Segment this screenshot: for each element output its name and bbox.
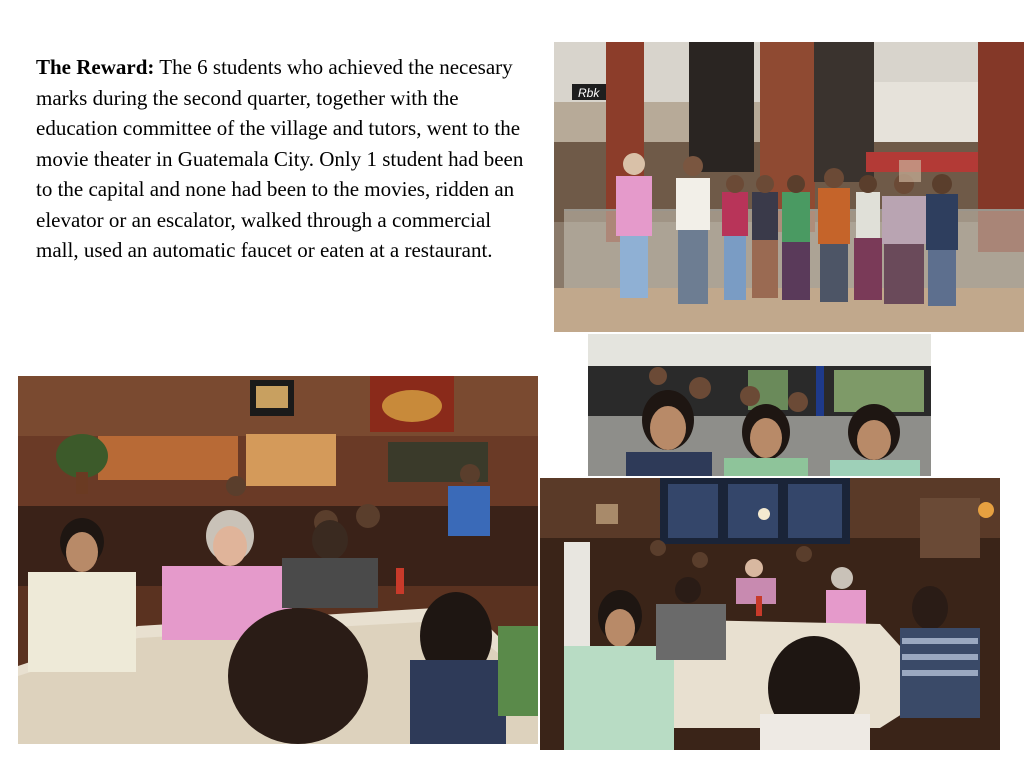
van-students-photo xyxy=(588,334,931,476)
mall-group-photo xyxy=(554,42,1024,332)
store-sign: Rbk xyxy=(578,86,600,100)
description-paragraph xyxy=(36,52,536,266)
reward-description: The 6 students who achieved the necesary marks during the second quarter, together with the education committee of the village and tutors, went to the movie theater in Guatemala City. Only 1 student had been to the capital and none had been to the movies, ridden an elevator or an escalator, walked through a commercial mall, used an automatic faucet or eaten at a restaurant. xyxy=(36,55,524,262)
restaurant-photo-left xyxy=(18,376,538,744)
reward-heading: The Reward: xyxy=(36,55,155,79)
restaurant-photo-right xyxy=(540,478,1000,750)
